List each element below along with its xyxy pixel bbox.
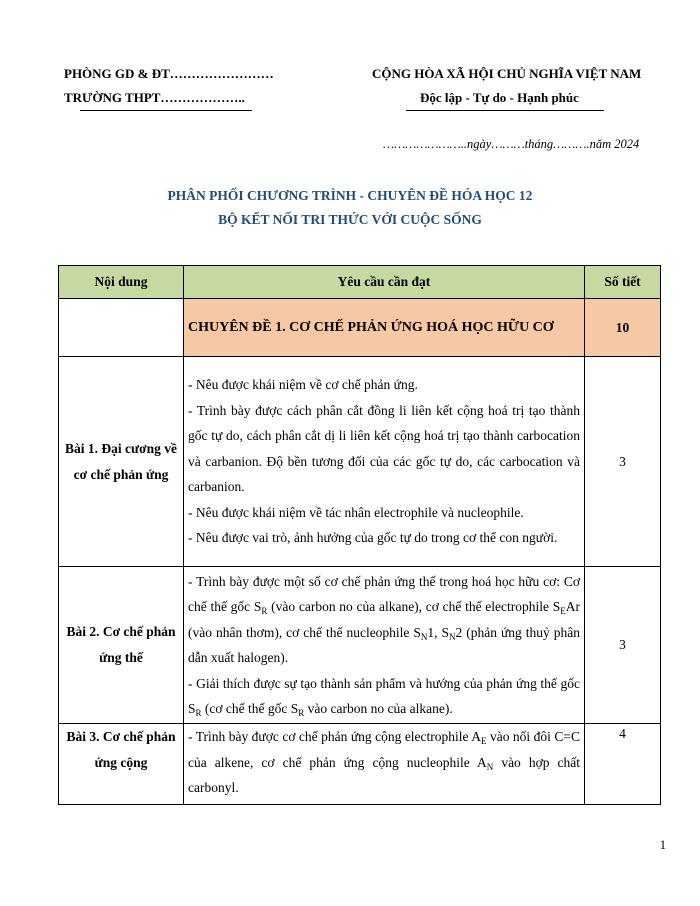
lesson-name: Bài 1. Đại cương về cơ chế phản ứng <box>59 357 184 567</box>
requirement-item: - Trình bày được một số cơ chế phản ứng thế trong hoá học hữu cơ: Cơ chế thế gốc $S_R$ (vào carbon no của alkane), cơ chế thế electrophile $S_EAr$ (vào nhân thơm), cơ chế thế nucleophile $S_N1$, $S_N2$ (phản ứng thuỷ phân dẫn xuất halogen). <box>188 573 580 665</box>
lesson-name: Bài 3. Cơ chế phản ứng cộng <box>59 724 184 805</box>
lesson-requirements <box>184 567 585 724</box>
lesson-periods: 3 <box>585 357 661 567</box>
requirement-item: - Giải thích được sự tạo thành sản phẩm và hướng của phản ứng thế gốc $S_R$ (cơ chế thế gốc $S_R$ vào carbon no của alkane). <box>188 675 580 718</box>
table-header-row <box>59 266 661 299</box>
lesson-requirements <box>184 357 585 567</box>
requirement-item: - Nêu được khái niệm về cơ chế phản ứng. <box>188 377 418 393</box>
table-row <box>59 567 661 724</box>
department-label: PHÒNG GD & ĐT…………………… <box>64 66 274 81</box>
table-row <box>59 357 661 567</box>
header-content: Nội dung <box>59 266 184 299</box>
page-number: 1 <box>659 838 666 852</box>
requirement-item: - Nêu được vai trò, ảnh hưởng của gốc tự do trong cơ thể con người. <box>188 530 558 546</box>
curriculum-table <box>58 265 661 805</box>
document-title: PHÂN PHỐI CHƯƠNG TRÌNH - CHUYÊN ĐỀ HÓA HỌC 12 <box>167 188 533 203</box>
requirement-item: - Nêu được khái niệm về tác nhân electrophile và nucleophile. <box>188 504 524 520</box>
header-requirements: Yêu cầu cần đạt <box>184 266 585 299</box>
document-subtitle: BỘ KẾT NỐI TRI THỨC VỚI CUỘC SỐNG <box>218 212 482 227</box>
section-row <box>59 299 661 357</box>
republic-label: CỘNG HÒA XÃ HỘI CHỦ NGHĨA VIỆT NAM <box>372 66 642 81</box>
lesson-name: Bài 2. Cơ chế phản ứng thế <box>59 567 184 724</box>
school-label: TRƯỜNG THPT……………….. <box>64 90 245 105</box>
lesson-periods: 4 <box>585 724 661 805</box>
header-periods: Số tiết <box>585 266 661 299</box>
section-empty-cell <box>59 299 184 357</box>
lesson-periods: 3 <box>585 567 661 724</box>
lesson-requirements <box>184 724 585 805</box>
requirement-item: - Trình bày được cơ chế phản ứng cộng electrophile $A_E$ vào nối đôi C=C của alkene, cơ chế phản ứng cộng nucleophile $A_N$ vào hợp chất carbonyl. <box>188 729 581 795</box>
school-underline <box>80 110 252 111</box>
section-title: CHUYÊN ĐỀ 1. CƠ CHẾ PHẢN ỨNG HOÁ HỌC HỮU CƠ <box>184 299 585 357</box>
requirement-item: - Trình bày được cách phân cắt đồng li liên kết cộng hoá trị tạo thành gốc tự do, cách phân cắt dị li liên kết cộng hoá trị tạo thành carbocation và carbanion. Độ bền tương đối của các gốc tự do, các carbocation và carbanion. <box>188 402 580 495</box>
table-row <box>59 724 661 805</box>
motto-label: Độc lập - Tự do - Hạnh phúc <box>420 90 579 105</box>
date-line: …………………..ngày………tháng……….năm 2024 <box>383 137 640 151</box>
motto-underline <box>406 110 604 111</box>
section-periods: 10 <box>585 299 661 357</box>
